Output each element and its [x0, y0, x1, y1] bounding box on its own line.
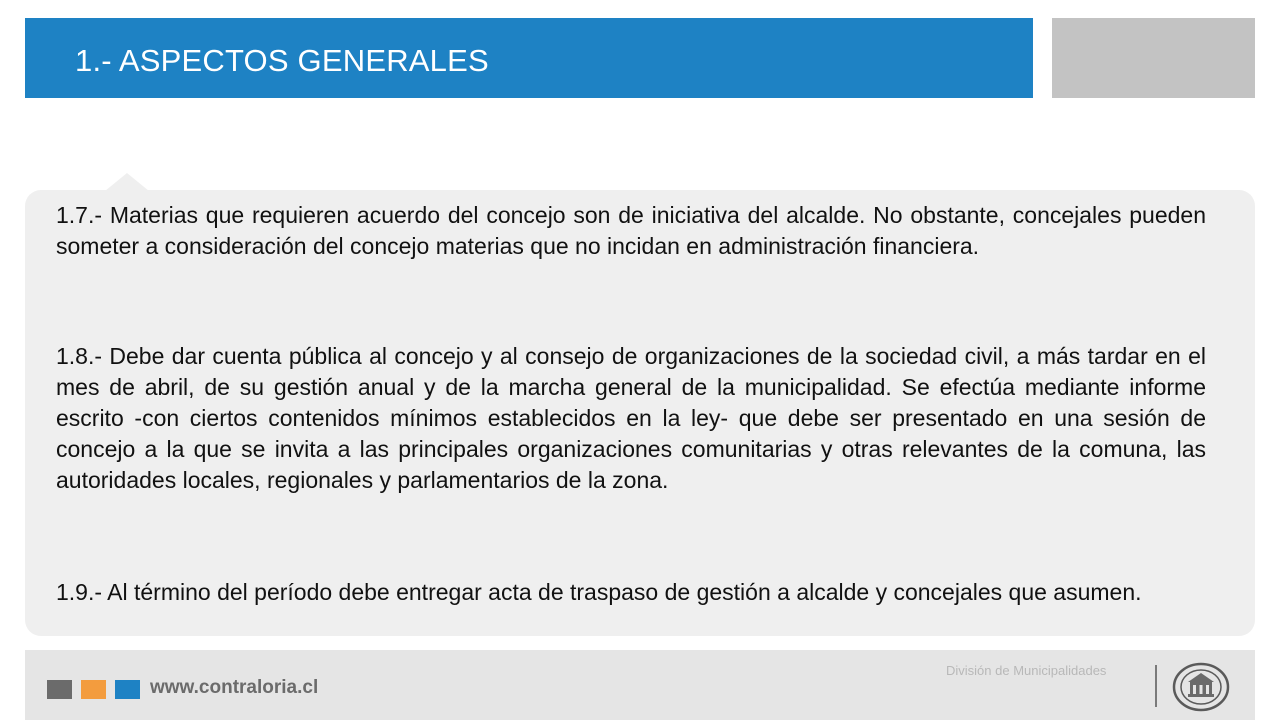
header-gray-block [1052, 18, 1255, 98]
paragraph-1-8: 1.8.- Debe dar cuenta pública al concejo y al consejo de organizaciones de la sociedad civil, a más tardar en el mes de abril, de su gestión anual y de la marcha general de la municipalidad. Se efectúa mediante informe escrito -con ciertos contenidos mínimos establecidos en la ley- que debe ser presentado en una sesión de concejo a la que se invita a las principales organizaciones comunitarias y otras relevantes de la comuna, las autoridades locales, regionales y parlamentarios de la zona. [56, 343, 1206, 493]
footer-blue-square [115, 680, 140, 699]
paragraph-1-9: 1.9.- Al término del período debe entregar acta de traspaso de gestión a alcalde y concejales que asumen. [56, 579, 1142, 605]
footer-gray-square [47, 680, 72, 699]
header-bar [25, 18, 1033, 98]
content-pointer [105, 173, 149, 191]
website-link[interactable]: www.contraloria.cl [150, 677, 319, 698]
division-label: División de Municipalidades [946, 663, 1107, 678]
contraloria-seal-icon [1172, 662, 1230, 712]
slide-title: 1.- ASPECTOS GENERALES [75, 43, 489, 78]
paragraph-1-7: 1.7.- Materias que requieren acuerdo del concejo son de iniciativa del alcalde. No obstante, concejales pueden someter a consideración del concejo materias que no incidan en administración financiera. [56, 202, 1206, 259]
footer-orange-square [81, 680, 106, 699]
footer-divider [1155, 665, 1157, 707]
